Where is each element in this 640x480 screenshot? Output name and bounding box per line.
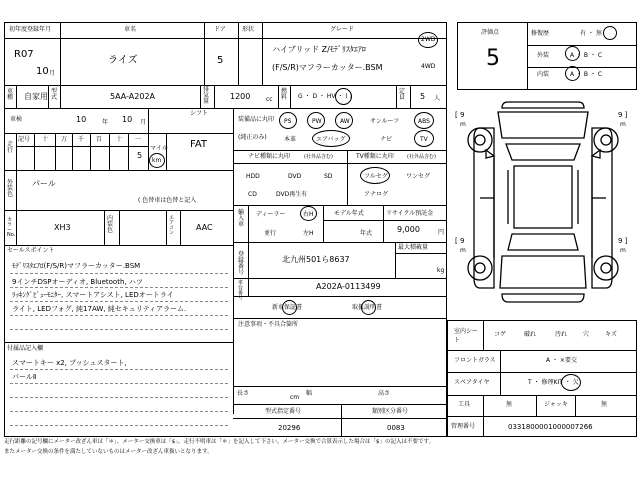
load-label: 最大積載量 — [398, 244, 429, 251]
mileage-unit-km: km — [152, 157, 162, 164]
mgmt-label: 管理番号 — [451, 423, 476, 430]
extras-line-1: スマートキー x2, プッシュスタート, — [12, 359, 127, 367]
repair-opts: 有 ・ 無 — [580, 30, 602, 37]
equipment-sublabel: (純正のみ) — [238, 134, 267, 141]
equip-aw-circle — [335, 112, 353, 129]
model-label: 型式 — [51, 88, 58, 101]
owners-manual-circle — [361, 300, 376, 315]
nav-label: ナビ種類に丸印 — [248, 153, 291, 160]
capacity-unit: 人 — [434, 95, 441, 102]
recycle-label: リサイクル預託金 — [386, 210, 434, 217]
new-car-warranty-circle — [282, 300, 297, 315]
repair-none-circle — [603, 26, 617, 40]
tv-label: TV種類に丸印 — [356, 153, 394, 160]
length-label: 長さ — [237, 390, 250, 397]
displacement-value: 1200 — [230, 92, 251, 101]
diagram-unit-tl: m — [460, 121, 466, 128]
type-cert-value: 20296 — [278, 424, 301, 432]
color-code-label: カラー No. — [7, 217, 16, 238]
spare-label: スペアタイヤ — [454, 379, 490, 386]
first-reg-year: R07 — [14, 49, 34, 60]
nav-dvd: DVD — [288, 173, 302, 180]
color-label: 外装色 — [7, 179, 14, 198]
inspection-month-unit: 月 — [140, 119, 147, 126]
class-label: 類別区分番号 — [372, 408, 409, 415]
first-reg-month-unit: 月 — [49, 70, 56, 77]
new-car-warranty: 新車保証書 — [272, 304, 303, 311]
nav-sd: SD — [324, 173, 333, 180]
jack-label: ジャッキ — [544, 401, 568, 408]
extras-line-2: パールⅡ — [12, 373, 37, 381]
equip-aw: AW — [340, 118, 350, 125]
color-value: パール — [32, 179, 56, 188]
equip-ps-circle — [279, 112, 297, 129]
doors-value: 5 — [217, 55, 224, 66]
sales-point-line-3: ﾗｯｷﾝｸﾞﾋﾞｭｰﾓﾆﾀｰ, スマートアシスト, LEDオートライ — [12, 291, 174, 299]
tools-value: 無 — [506, 401, 513, 408]
inspection-year-unit: 年 — [102, 119, 109, 126]
mgmt-value: 0331800001000007266 — [508, 423, 593, 431]
car-damage-diagram — [450, 98, 636, 314]
capacity-label: 定員 — [399, 88, 406, 101]
mileage-digit-5: 十 — [116, 136, 123, 143]
recycle-unit: 円 — [438, 229, 445, 236]
model-year-unit: 年式 — [360, 230, 373, 237]
eval-label: 評価点 — [481, 29, 500, 36]
diagram-bracket-ml: [ 9 — [455, 237, 465, 245]
mileage-digit-3: 千 — [78, 136, 85, 143]
footer-note-1: 走行距離の記号欄にメーター改ざん車は「＊」、メーター交換車は「$」、走行不明車は「＊」を記入して下さい。メーター交換で合算表示した場合は「$」の記入は不要です。 — [4, 439, 435, 445]
fuel-label: 燃料 — [281, 88, 288, 101]
mileage-digit-2: 万 — [61, 136, 68, 143]
shape-label: 形状 — [242, 26, 255, 33]
first-reg-label: 初年度登録年月 — [9, 26, 52, 33]
interior-a-circle — [565, 66, 580, 81]
diagram-unit-ml: m — [460, 247, 466, 254]
exterior-opts: A ・ B ・ C — [570, 52, 603, 59]
model-year-label: モデル年式 — [334, 210, 364, 217]
color-note: ( 色替車は色替と記入 — [138, 197, 197, 204]
equip-airbag-circle — [312, 130, 350, 147]
equip-airbag: エアバッグ — [316, 136, 346, 143]
tv-analog: アナログ — [364, 191, 389, 198]
import-right: 右H — [303, 211, 314, 218]
shift-value: FAT — [190, 139, 208, 150]
door-label: ドア — [214, 26, 226, 33]
tv-fullseg: フルセグ — [364, 173, 388, 180]
equip-tv-circle — [414, 130, 434, 147]
tv-sub: (社外品含む) — [407, 154, 436, 160]
eval-score: 5 — [486, 46, 500, 71]
nav-hdd: HDD — [246, 173, 260, 180]
capacity-value: 5 — [420, 92, 426, 101]
mileage-digit-1: 十 — [42, 136, 49, 143]
displacement-label: 排気量 — [203, 86, 210, 105]
seat-label: 室内シート — [454, 328, 479, 344]
tv-oneseg: ワンセグ — [406, 173, 431, 180]
mileage-unit-mile: マイル — [150, 145, 168, 152]
extras-label: 付属品記入欄 — [7, 345, 44, 352]
exterior-label: 外装 — [537, 52, 550, 59]
diagram-bracket-tr: 9 ] — [618, 111, 628, 119]
grade-line-1: ハイブリッド Z/ﾓﾃﾞﾘｽﾀｴｱﾛ — [272, 45, 366, 54]
import-right-circle — [300, 206, 317, 221]
owners-manual: 取扱説明書 — [352, 304, 383, 311]
inspection-label: 車検 — [10, 116, 23, 123]
exterior-a-circle — [565, 46, 580, 61]
car-name: ライズ — [108, 55, 138, 66]
car-name-label: 車名 — [124, 26, 137, 33]
color-code-value: XH3 — [54, 223, 71, 232]
mileage-digit-6: 一 — [135, 136, 142, 143]
equip-pw-circle — [307, 112, 325, 129]
notes-label: 注意事項・不具合箇所 — [238, 321, 299, 328]
interior-label: 内装 — [537, 71, 550, 78]
equip-ps: PS — [284, 118, 292, 125]
recycle-value: 9,000 — [397, 225, 420, 234]
mileage-label: 走行 — [7, 141, 14, 154]
seat-opt-dirt: 汚れ — [555, 331, 568, 338]
diagram-unit-mr: m — [620, 247, 626, 254]
load-unit: kg — [437, 267, 445, 274]
drive-4wd: 4WD — [421, 63, 436, 70]
equip-abs-circle — [414, 112, 434, 129]
chassis-value: A202A-0113499 — [316, 282, 381, 291]
first-reg-month: 10 — [36, 66, 49, 77]
drive-2wd: 2WD — [421, 36, 436, 43]
grade-line-2: (F/S/R)マフラーカッター.BSM — [272, 63, 383, 72]
glass-opts: A ・ ×要交 — [546, 357, 577, 364]
spare-repair-kit-circle — [561, 374, 581, 391]
class-value: 0083 — [387, 424, 405, 432]
plate-value: 北九州501ら8637 — [282, 255, 350, 264]
equipment-label: 装備品に丸印 — [238, 116, 275, 123]
repair-label: 修復歴 — [531, 30, 550, 37]
spare-opts: T ・ 修理KIT ・ 欠 — [528, 379, 579, 386]
inspection-year: 10 — [76, 115, 87, 124]
import-dealer: ディーラー — [256, 211, 286, 218]
car-outline-svg — [450, 98, 636, 314]
mileage-value: 5 — [137, 151, 143, 160]
seat-opt-hole: 穴 — [583, 331, 590, 338]
grade-label: グレード — [330, 26, 355, 33]
type-cert-label: 型式指定番号 — [265, 408, 302, 415]
nav-sub: (社外品含む) — [304, 154, 333, 160]
equip-sunroof: サンルーフ — [370, 118, 400, 125]
model-value: 5AA-A202A — [110, 92, 156, 101]
seat-opt-tear: 破れ — [524, 331, 537, 338]
equip-leather: 本革 — [284, 136, 297, 143]
car-type-value: 自家用 — [24, 92, 48, 101]
length-unit: cm — [290, 394, 300, 401]
diagram-unit-tr: m — [620, 121, 626, 128]
jack-value: 無 — [601, 401, 608, 408]
import-label: 輸入車 — [238, 209, 245, 228]
fuel-opts: G ・ D ・ HV ・ ( ) — [298, 93, 352, 100]
interior-opts: A ・ B ・ C — [570, 71, 603, 78]
inspection-month: 10 — [122, 115, 133, 124]
plate-label: 登録番号 — [238, 251, 245, 276]
tv-fullseg-circle — [360, 167, 390, 184]
sales-point-line-1: ﾓﾃﾞﾘｽﾀｴｱﾛ(F/S/R)マフラーカッター.BSM — [12, 262, 141, 270]
nav-cd: CD — [248, 191, 257, 198]
import-normal: 並行 — [264, 230, 277, 237]
import-left: 左H — [303, 230, 314, 237]
mileage-km-circle — [149, 153, 165, 168]
ac-value: AAC — [196, 223, 213, 232]
equip-tv: TV — [420, 136, 428, 143]
sales-points-label: セールスポイント — [7, 247, 55, 254]
shift-label: シフト — [190, 110, 209, 117]
sales-point-line-4: ライト, LEDフォグ, 純17AW, 純セキュリティアラーム. — [12, 305, 187, 313]
height-label: 高さ — [378, 390, 391, 397]
equip-abs: ABS — [418, 118, 430, 125]
width-label: 幅 — [306, 390, 313, 397]
seat-opt-scratch: キズ — [605, 331, 617, 338]
sales-point-line-2: 9インチDSPオーディオ, Bluetooth, ハツ — [12, 278, 143, 286]
footer-note-2: またメーター交換の条件を満たしていないものはメーター改ざん車扱いとなります。 — [4, 449, 213, 455]
ac-label: エアコン — [169, 215, 175, 236]
glass-label: フロントガラス — [454, 357, 496, 364]
diagram-bracket-mr: 9 ] — [618, 237, 628, 245]
car-type-label: 車種 — [7, 88, 14, 101]
mileage-digit-0: 記号 — [18, 136, 31, 143]
chassis-label: 車台番号 — [238, 280, 244, 301]
equip-pw: PW — [312, 118, 322, 125]
mileage-digit-4: 百 — [96, 136, 103, 143]
tools-label: 工具 — [458, 401, 471, 408]
equip-navi: ナビ — [380, 136, 393, 143]
displacement-unit: cc — [266, 96, 273, 103]
diagram-bracket-tl: [ 9 — [455, 111, 465, 119]
fuel-hv-circle — [335, 88, 352, 105]
seat-opt-burn: コゲ — [494, 331, 507, 338]
interior-color-label: 内装色 — [107, 215, 114, 234]
nav-dvd-play: DVD再生有 — [276, 191, 308, 198]
